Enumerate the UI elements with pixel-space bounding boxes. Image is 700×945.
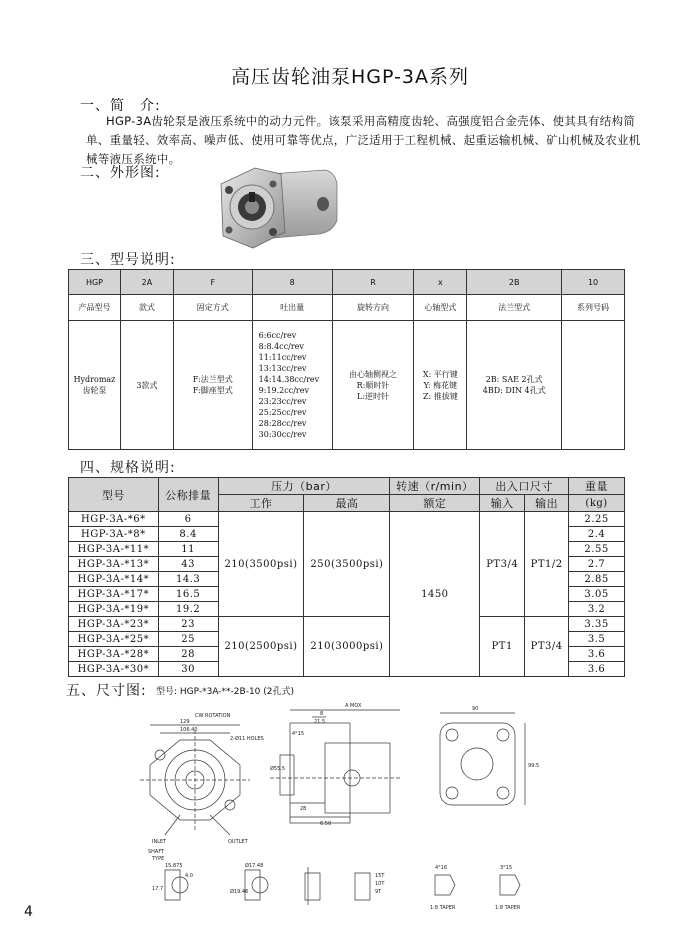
value-line: F:法兰型式 (192, 375, 233, 384)
drawing-dim-28: 28 (300, 806, 307, 812)
displacement-cell: 25 (158, 632, 218, 647)
weight-cell: 3.6 (569, 647, 625, 662)
value-line: 25:25cc/rev (258, 408, 307, 417)
header-speed: 转速（r/min） (390, 478, 480, 495)
header-cell: 法兰型式 (467, 295, 562, 321)
model-cell: HGP-3A-*30* (69, 662, 159, 677)
drawing-dim-90: 90 (472, 706, 479, 712)
value-cell (467, 321, 562, 450)
value-cell (69, 321, 121, 450)
code-cell: HGP (69, 270, 121, 295)
model-code-table (68, 269, 625, 450)
value-line: 3款式 (136, 380, 158, 390)
header-rated-speed: 额定 (390, 495, 480, 512)
value-cell (173, 321, 252, 450)
model-cell: HGP-3A-*19* (69, 602, 159, 617)
drawing-dim-650: 6.50 (320, 821, 332, 827)
drawing-a-max: A MOX (345, 703, 362, 709)
value-cell (562, 321, 625, 450)
drawing-inlet: INLET (152, 839, 167, 845)
code-cell: 10 (562, 270, 625, 295)
weight-cell: 3.05 (569, 587, 625, 602)
model-cell: HGP-3A-*14* (69, 572, 159, 587)
value-line: Hydromaz (73, 375, 116, 384)
model-cell: HGP-3A-*11* (69, 542, 159, 557)
value-line: 14:14.38cc/rev (258, 375, 320, 384)
header-cell: 款式 (120, 295, 173, 321)
value-cell (332, 321, 414, 450)
weight-cell: 2.55 (569, 542, 625, 557)
value-line: 2B: SAE 2孔式 (485, 375, 543, 384)
header-inlet: 输入 (480, 495, 525, 512)
header-cell: 固定方式 (173, 295, 252, 321)
header-cell: 产品型号 (69, 295, 121, 321)
model-cell: HGP-3A-*17* (69, 587, 159, 602)
model-cell: HGP-3A-*25* (69, 632, 159, 647)
section-intro-heading: 一、简 介: (80, 98, 161, 114)
drawing-outlet: OUTLET (228, 839, 248, 845)
value-line: 6:6cc/rev (258, 331, 297, 340)
header-weight: 重量 (569, 478, 625, 495)
weight-cell: 2.85 (569, 572, 625, 587)
drawing-dim-10640: 106.40 (180, 727, 198, 733)
value-line: X: 平行键 (422, 369, 458, 379)
weight-cell: 3.35 (569, 617, 625, 632)
weight-cell: 2.4 (569, 527, 625, 542)
model-cell: HGP-3A-*28* (69, 647, 159, 662)
drawing-teeth-9: 9T (375, 889, 382, 895)
inlet-group2: PT1 (480, 617, 525, 677)
page-number: 4 (24, 904, 33, 920)
header-work-pressure: 工作 (218, 495, 304, 512)
section-model-heading: 三、型号说明: (80, 252, 176, 268)
drawing-dim-1748: Ø17.48 (245, 863, 264, 869)
displacement-cell: 19.2 (158, 602, 218, 617)
value-cell (414, 321, 467, 450)
code-cell: 2A (120, 270, 173, 295)
value-line: 23:23cc/rev (258, 397, 307, 406)
page-title: 高压齿轮油泵HGP-3A系列 (231, 66, 469, 88)
dims-model-label: 型号: HGP-*3A-**-2B-10 (2孔式) (156, 687, 295, 697)
weight-cell: 3.5 (569, 632, 625, 647)
value-line: 28:28cc/rev (258, 419, 307, 428)
value-line: R:顺时针 (356, 380, 390, 390)
weight-cell: 2.7 (569, 557, 625, 572)
header-cell: 旋转方向 (332, 295, 414, 321)
displacement-cell: 16.5 (158, 587, 218, 602)
header-port-size: 出入口尺寸 (480, 478, 569, 495)
weight-cell: 2.25 (569, 512, 625, 527)
model-cell: HGP-3A-*23* (69, 617, 159, 632)
value-line: 11:11cc/rev (258, 353, 307, 362)
drawing-taper-2: 1:8 TAPER (495, 905, 521, 911)
max-pressure-group2: 210(3000psi) (304, 617, 390, 677)
drawing-dim-995: 99.5 (528, 763, 540, 769)
header-pressure: 压力（bar） (218, 478, 390, 495)
section-appearance-heading: 二、外形图: (80, 165, 161, 181)
header-outlet: 输出 (525, 495, 569, 512)
header-cell: 心轴型式 (414, 295, 467, 321)
drawing-angle-315: 3°15 (500, 865, 513, 871)
model-cell: HGP-3A-*13* (69, 557, 159, 572)
model-cell: HGP-3A-*6* (69, 512, 159, 527)
outlet-group2: PT3/4 (525, 617, 569, 677)
value-line: 由心轴侧视之 (349, 369, 397, 379)
spec-table (68, 477, 625, 677)
value-line: 8:8.4cc/rev (258, 342, 304, 351)
drawing-dim-129: 129 (180, 719, 190, 725)
header-model: 型号 (69, 478, 159, 512)
code-cell: F (173, 270, 252, 295)
drawing-angle-416: 4°16 (435, 865, 448, 871)
model-cell: HGP-3A-*8* (69, 527, 159, 542)
header-cell: 系列号码 (562, 295, 625, 321)
drawing-dim-40: 4.0 (185, 873, 193, 879)
section-spec-heading: 四、规格说明: (80, 460, 176, 476)
code-cell: R (332, 270, 414, 295)
value-line: 9:19.2cc/rev (258, 386, 309, 395)
value-line: Z: 推拔键 (422, 391, 458, 401)
value-cell (252, 321, 332, 450)
displacement-cell: 8.4 (158, 527, 218, 542)
displacement-cell: 6 (158, 512, 218, 527)
work-pressure-group1: 210(3500psi) (218, 512, 304, 617)
drawing-dim-55: Ø55.5 (270, 766, 286, 772)
drawing-taper: 1:8 TAPER (430, 905, 456, 911)
displacement-cell: 14.3 (158, 572, 218, 587)
drawing-dim-15875: 15.875 (165, 863, 183, 869)
header-weight-unit: (kg) (569, 495, 625, 512)
header-cell: 吐出量 (252, 295, 332, 321)
displacement-cell: 30 (158, 662, 218, 677)
section-dims-heading: 五、尺寸图: (66, 683, 147, 699)
drawing-holes: 2-Ø11 HOLES (230, 736, 264, 742)
drawing-dim-177: 17.7 (152, 886, 164, 892)
drawing-type: TYPE (152, 856, 165, 862)
drawing-dim-215: 21.5 (314, 719, 326, 725)
drawing-teeth-10: 10T (375, 881, 385, 887)
displacement-cell: 43 (158, 557, 218, 572)
drawing-dim-8: 8 (320, 711, 324, 717)
max-pressure-group1: 250(3500psi) (304, 512, 390, 617)
rated-speed-cell: 1450 (390, 512, 480, 677)
code-cell: 2B (467, 270, 562, 295)
weight-cell: 3.6 (569, 662, 625, 677)
value-cell (120, 321, 173, 450)
intro-paragraph: HGP-3A齿轮泵是液压系统中的动力元件。该泵采用高精度齿轮、高强度铝合金壳体、使其具有结构简单、重量轻、效率高、噪声低、使用可靠等优点，广泛适用于工程机械、起重运输机械、矿山机械及农业机械等液压系统中。 (86, 114, 641, 166)
value-line: L:逆时针 (357, 391, 390, 401)
value-line: Y: 梅花键 (423, 380, 458, 390)
outlet-group1: PT1/2 (525, 512, 569, 617)
dimension-drawing (80, 695, 640, 925)
header-max-pressure: 最高 (304, 495, 390, 512)
weight-cell: 3.2 (569, 602, 625, 617)
displacement-cell: 11 (158, 542, 218, 557)
displacement-cell: 28 (158, 647, 218, 662)
drawing-dim-1946: Ø19.46 (230, 889, 249, 895)
drawing-rotation: CW ROTATION (195, 713, 231, 719)
value-line: 13:13cc/rev (258, 364, 307, 373)
value-line: 30:30cc/rev (258, 430, 307, 439)
value-line: F:脚座型式 (192, 386, 233, 395)
inlet-group1: PT3/4 (480, 512, 525, 617)
value-line: 4BD: DIN 4孔式 (482, 386, 546, 395)
drawing-teeth-15: 15T (375, 873, 385, 879)
header-displacement: 公称排量 (158, 478, 218, 512)
drawing-shaft: SHAFT (148, 849, 165, 855)
code-cell: 8 (252, 270, 332, 295)
drawing-angle-415: 4°15 (292, 731, 305, 737)
code-cell: x (414, 270, 467, 295)
displacement-cell: 23 (158, 617, 218, 632)
value-line: 齿轮泵 (82, 386, 107, 395)
pump-photo (215, 162, 340, 250)
work-pressure-group2: 210(2500psi) (218, 617, 304, 677)
